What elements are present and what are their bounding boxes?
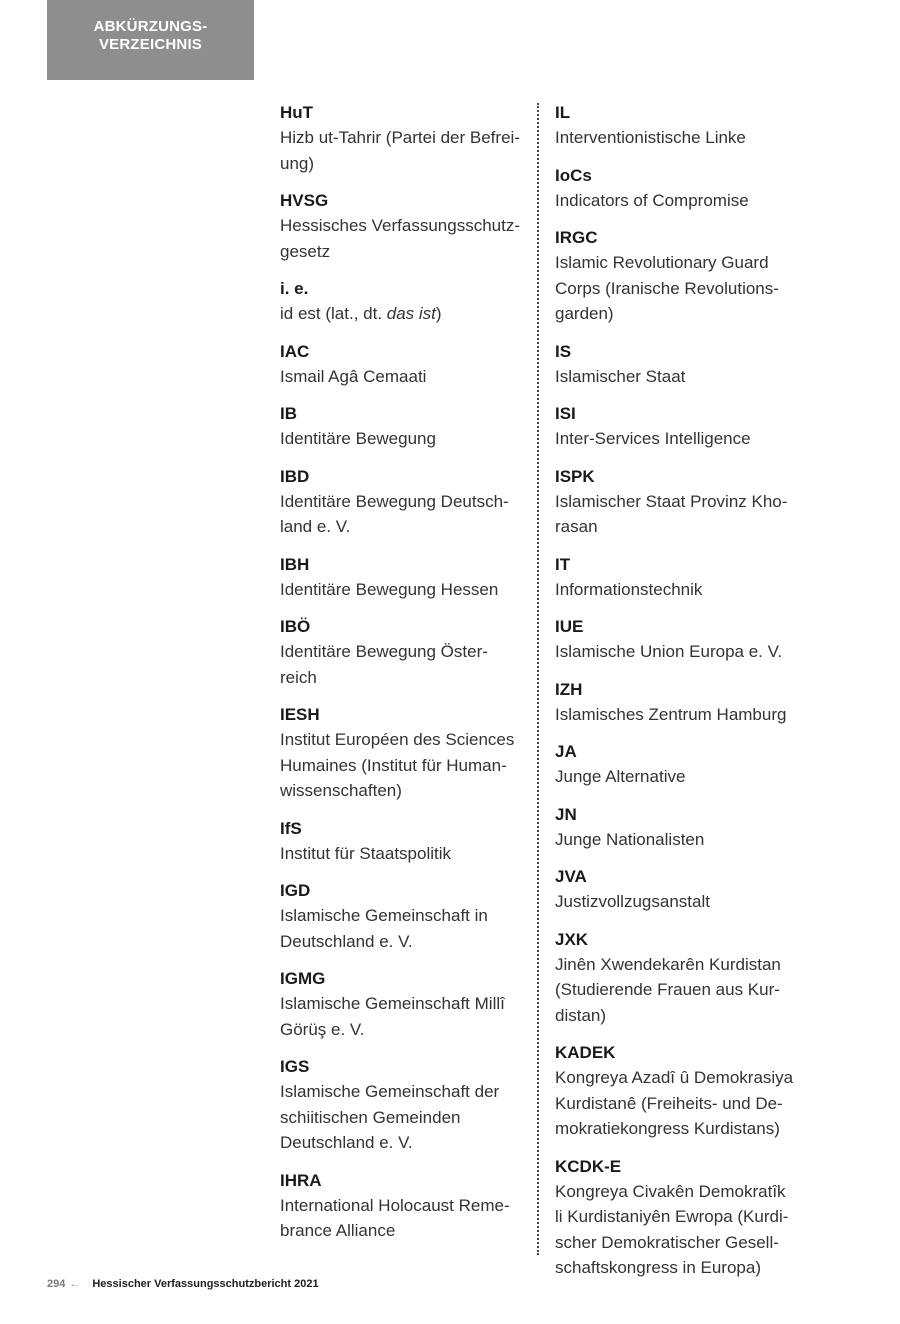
abbreviation-term: IUE [555, 617, 584, 636]
definition-text: id est (lat., dt. [280, 304, 387, 323]
abbreviation-entry [280, 339, 525, 390]
abbreviation-definition: Institut für Staatspolitik [280, 843, 452, 863]
abbreviation-definition: Junge Nationalisten [555, 829, 705, 849]
abbreviation-term: IBH [280, 554, 310, 574]
abbreviation-term: IT [555, 554, 571, 574]
abbreviation-definition: Kongreya Civakên Demokratîk li Kurdistaniyên Ewropa (Kurdi- scher Demokratischer Gesell- schaftskongress in Europa) [555, 1181, 789, 1277]
abbreviation-term: JN [555, 804, 577, 824]
abbreviation-entry [555, 1154, 805, 1281]
publication-title: Hessischer Verfassungsschutzbericht 2021 [92, 1278, 319, 1290]
abbreviation-entry [280, 100, 525, 176]
abbreviation-definition: Junge Alternative [555, 767, 686, 786]
abbreviation-definition: International Holocaust Reme- brance Alliance [280, 1195, 510, 1240]
abbreviation-entry [280, 966, 525, 1042]
column-divider [537, 103, 539, 1255]
abbreviation-term: IZH [555, 679, 583, 699]
abbreviation-term: JXK [555, 929, 589, 949]
abbreviation-term: ISPK [555, 466, 595, 486]
abbreviation-definition: Islamischer Staat [555, 366, 686, 386]
abbreviation-term: IBÖ [280, 617, 311, 636]
abbreviation-definition: Islamische Gemeinschaft Millî Görüş e. V. [280, 994, 505, 1039]
abbreviation-entry [280, 552, 525, 603]
section-tab-line1: ABKÜRZUNGS- [93, 18, 208, 35]
abbreviation-entry [555, 225, 805, 327]
abbreviation-term: IHRA [280, 1170, 322, 1190]
left-column [280, 100, 525, 1256]
right-column [555, 100, 805, 1293]
abbreviation-term: IfS [280, 818, 302, 838]
abbreviation-term: IL [555, 103, 571, 122]
abbreviation-entry [555, 614, 805, 665]
abbreviation-term: IBD [280, 466, 310, 486]
abbreviation-entry [555, 739, 805, 790]
abbreviation-entry [555, 864, 805, 915]
section-tab [47, 0, 254, 80]
abbreviation-definition: Islamische Union Europa e. V. [555, 642, 783, 661]
abbreviation-entry [555, 677, 805, 728]
abbreviation-entry [555, 401, 805, 452]
abbreviation-definition: Islamic Revolutionary Guard Corps (Iranische Revolutions- garden) [555, 253, 779, 323]
abbreviation-term: JA [555, 742, 577, 761]
abbreviation-entry [555, 802, 805, 853]
abbreviation-term: KADEK [555, 1043, 616, 1062]
abbreviation-definition [280, 301, 525, 327]
abbreviation-term: KCDK-E [555, 1156, 622, 1176]
abbreviation-term: IB [280, 404, 297, 423]
abbreviation-entry [280, 816, 525, 867]
page-footer [47, 1278, 319, 1290]
abbreviation-term: HuT [280, 103, 314, 122]
abbreviation-entry [555, 464, 805, 540]
abbreviation-entry [280, 702, 525, 804]
abbreviation-term: IGMG [280, 969, 326, 988]
abbreviation-definition: Indicators of Compromise [555, 190, 749, 210]
abbreviation-entry [555, 552, 805, 603]
abbreviation-term: ISI [555, 404, 576, 423]
abbreviation-entry [280, 401, 525, 452]
abbreviation-entry [280, 1054, 525, 1156]
abbreviation-entry [555, 1040, 805, 1142]
abbreviation-definition: Kongreya Azadî û Demokrasiya Kurdistanê (Freiheits- und De- mokratiekongress Kurdistans) [555, 1068, 794, 1138]
abbreviation-definition: Ismail Agâ Cemaati [280, 366, 427, 386]
abbreviation-term: IGS [280, 1057, 310, 1076]
abbreviation-definition: Identitäre Bewegung Hessen [280, 579, 499, 599]
abbreviation-term: HVSG [280, 191, 329, 210]
abbreviation-term: IoCs [555, 165, 592, 185]
abbreviation-entry [280, 614, 525, 690]
abbreviation-definition: Inter-Services Intelligence [555, 429, 751, 448]
abbreviation-entry [280, 188, 525, 264]
abbreviation-definition: Interventionistische Linke [555, 128, 746, 147]
abbreviation-term: IGD [280, 881, 311, 900]
abbreviation-definition: Identitäre Bewegung [280, 429, 436, 448]
definition-emphasis: das ist [386, 304, 436, 323]
abbreviation-entry [555, 163, 805, 214]
abbreviation-definition: Islamische Gemeinschaft der schiitischen Gemeinden Deutschland e. V. [280, 1082, 500, 1152]
abbreviation-term: JVA [555, 867, 587, 886]
abbreviation-term: i. e. [280, 279, 309, 298]
abbreviation-definition: Jinên Xwendekarên Kurdistan (Studierende Frauen aus Kur- distan) [555, 954, 781, 1025]
abbreviation-definition: Identitäre Bewegung Deutsch- land e. V. [280, 491, 509, 536]
abbreviation-entry [280, 1168, 525, 1244]
abbreviation-entry [280, 276, 525, 327]
abbreviation-definition: Islamischer Staat Provinz Kho- rasan [555, 491, 788, 536]
abbreviation-definition: Islamische Gemeinschaft in Deutschland e. V. [280, 906, 488, 951]
abbreviation-term: IS [555, 341, 572, 361]
abbreviation-entry [555, 339, 805, 390]
abbreviation-definition: Islamisches Zentrum Hamburg [555, 704, 787, 724]
arrow-left-icon[interactable]: ← [69, 1278, 81, 1290]
abbreviation-term: IAC [280, 341, 310, 361]
abbreviation-definition: Hessisches Verfassungsschutz- gesetz [280, 216, 520, 261]
abbreviation-definition: Identitäre Bewegung Öster- reich [280, 642, 488, 687]
abbreviation-entry [280, 464, 525, 540]
definition-text: ) [435, 304, 442, 323]
abbreviation-entry [280, 878, 525, 954]
abbreviation-term: IRGC [555, 228, 598, 247]
section-tab-line2: VERZEICHNIS [98, 36, 203, 53]
abbreviation-entry [555, 927, 805, 1029]
abbreviation-definition: Institut Européen des Sciences Humaines (Institut für Human- wissenschaften) [280, 730, 515, 800]
abbreviation-definition: Informationstechnik [555, 579, 703, 599]
abbreviation-definition: Justizvollzugsanstalt [555, 892, 710, 911]
abbreviation-entry [555, 100, 805, 151]
abbreviation-term: IESH [280, 705, 320, 724]
abbreviation-definition: Hizb ut-Tahrir (Partei der Befrei- ung) [280, 128, 520, 173]
page-number: 294 [47, 1278, 66, 1290]
